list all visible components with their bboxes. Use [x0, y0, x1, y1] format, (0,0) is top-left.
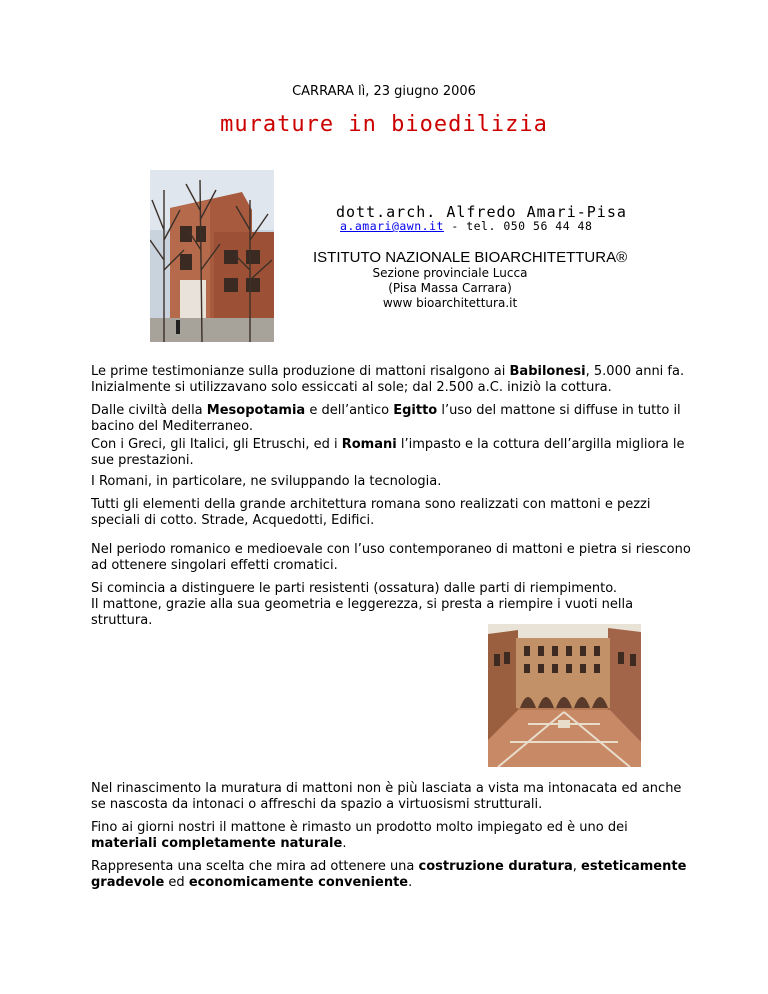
paragraph-7b: Il mattone, grazie alla sua geometria e leggerezza, si presta a riempire i vuoti nella struttura.	[91, 597, 634, 628]
page-title: murature in bioedilizia	[220, 112, 548, 137]
email-link[interactable]: a.amari@awn.it	[340, 219, 444, 233]
paragraph-3: Con i Greci, gli Italici, gli Etruschi, ed i Romani l’impasto e la cottura dell’argilla migliora le sue prestazioni.	[91, 437, 685, 468]
courtyard-photo	[488, 624, 641, 767]
paragraph-8: Nel rinascimento la muratura di mattoni non è più lasciata a vista ma intonacata ed anche se nascosta da intonaci o affreschi da spazio a virtuosismi strutturali.	[91, 781, 682, 812]
paragraph-1: Le prime testimonianze sulla produzione di mattoni risalgono ai Babilonesi, 5.000 anni fa. Inizialmente si utilizzavano solo essiccati al sole; dal 2.500 a.C. iniziò la cottura.	[91, 364, 685, 395]
paragraph-6: Nel periodo romanico e medioevale con l’uso contemporaneo di mattoni e pietra si riescono ad ottenere singolari effetti cromatici.	[91, 542, 691, 573]
paragraph-7a: Si comincia a distinguere le parti resistenti (ossatura) dalle parti di riempimento.	[91, 581, 618, 596]
institute-section: Sezione provinciale Lucca	[372, 266, 528, 280]
brick-building-photo	[150, 170, 274, 342]
author-name: dott.arch. Alfredo Amari-Pisa	[336, 203, 627, 221]
dateline: CARRARA lì, 23 giugno 2006	[292, 84, 476, 99]
phone-text: - tel. 050 56 44 48	[443, 219, 593, 233]
institute-name: ISTITUTO NAZIONALE BIOARCHITETTURA®	[313, 249, 628, 266]
institute-area: (Pisa Massa Carrara)	[388, 281, 512, 295]
paragraph-10: Rappresenta una scelta che mira ad ottenere una costruzione duratura, esteticamente gradevole ed economicamente conveniente.	[91, 859, 687, 890]
institute-website: www bioarchitettura.it	[382, 296, 518, 310]
paragraph-2: Dalle civiltà della Mesopotamia e dell’antico Egitto l’uso del mattone si diffuse in tutto il bacino del Mediterraneo.	[91, 403, 681, 434]
paragraph-4: I Romani, in particolare, ne sviluppando la tecnologia.	[91, 474, 442, 489]
paragraph-9: Fino ai giorni nostri il mattone è rimasto un prodotto molto impiegato ed è uno dei materiali completamente naturale.	[91, 820, 628, 851]
author-contact	[340, 219, 592, 233]
paragraph-5: Tutti gli elementi della grande architettura romana sono realizzati con mattoni e pezzi speciali di cotto. Strade, Acquedotti, Edifici.	[91, 497, 651, 528]
